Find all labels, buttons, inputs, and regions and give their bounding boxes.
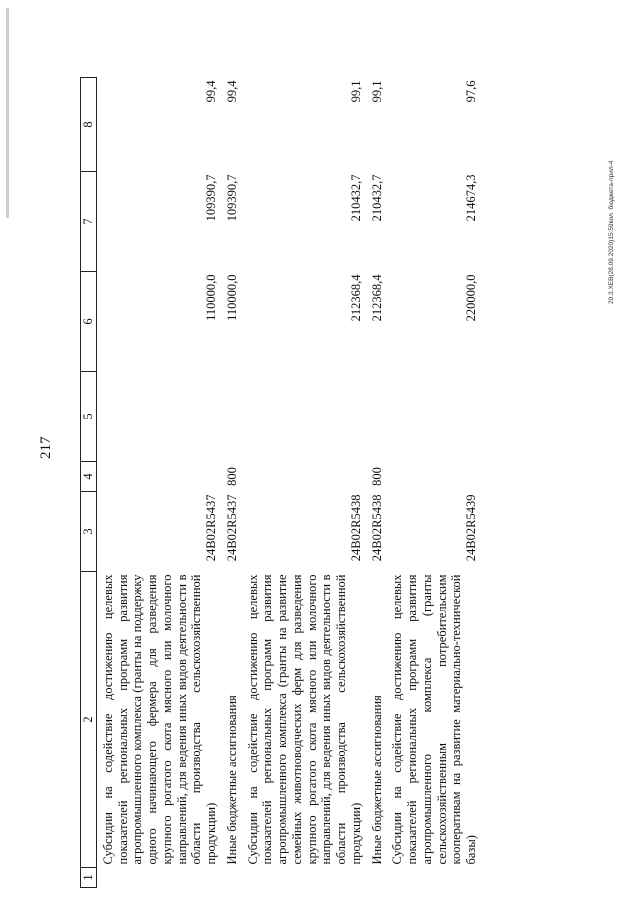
row-code: 24В02R5437	[204, 494, 218, 562]
row-col7: 210432,7	[369, 174, 384, 222]
row-name: Субсидии на содействие достижению целевых показателей региональных программ развития агропромышленного комплекса (гранты на поддержку одного начинающего фермера для разведения крупного рогатого скота мясного или молочного направлений, для ведения иных видов деятельности в области производства сельскохозяйственной продукции)	[100, 574, 218, 865]
column-header-7: 7	[81, 172, 97, 272]
row-code: 24В02R5438	[369, 494, 384, 562]
row-col8: 99,1	[369, 80, 384, 103]
budget-table	[80, 77, 479, 888]
row-num	[364, 868, 387, 888]
row-col5	[96, 372, 219, 462]
table-row	[386, 78, 479, 888]
row-num	[96, 868, 219, 888]
table-row	[364, 78, 387, 888]
row-vr	[96, 462, 219, 492]
row-name: Иные бюджетные ассигнования	[224, 695, 239, 865]
row-vr	[242, 462, 364, 492]
table-row	[96, 78, 219, 888]
row-col8: 99,4	[204, 80, 218, 103]
header-row	[81, 78, 97, 888]
row-num	[219, 868, 242, 888]
column-header-6: 6	[81, 272, 97, 372]
row-col8: 99,1	[348, 80, 363, 103]
row-col6: 212368,4	[348, 274, 363, 322]
row-col7: 214674,3	[464, 174, 478, 222]
row-col6: 220000,0	[464, 274, 478, 322]
table-row	[242, 78, 364, 888]
row-name: Субсидии на содействие достижению целевых показателей региональных программ развития агропромышленного комплекса (гранты на развитие семейных животноводческих ферм для разведения крупного рогатого скота мясного или молочного направлений, для ведения иных видов деятельности в области производства сельскохозяйственной продукции)	[245, 574, 363, 865]
column-header-3: 3	[81, 492, 97, 572]
row-code: 24В02R5438	[348, 494, 363, 562]
row-col7: 210432,7	[348, 174, 363, 222]
footer-stamp: 20.3.ХЕВ(28.09.2020)15:59кол. бюджета-прил-4	[608, 160, 615, 304]
row-vr: 800	[224, 467, 239, 486]
row-vr	[386, 462, 479, 492]
row-num	[242, 868, 364, 888]
row-col8: 97,6	[464, 80, 478, 103]
row-col5	[242, 372, 364, 462]
page-number: 217	[38, 436, 54, 459]
row-col7: 109390,7	[204, 174, 218, 222]
row-num	[386, 868, 479, 888]
table-row	[219, 78, 242, 888]
row-col5	[364, 372, 387, 462]
column-header-8: 8	[81, 78, 97, 172]
row-code: 24В02R5437	[224, 494, 239, 562]
column-header-5: 5	[81, 372, 97, 462]
column-header-1: 1	[81, 868, 97, 888]
row-col5	[386, 372, 479, 462]
row-col6: 212368,4	[369, 274, 384, 322]
row-col5	[219, 372, 242, 462]
row-code: 24В02R5439	[464, 494, 478, 562]
row-vr: 800	[369, 467, 384, 486]
row-col6: 110000,0	[204, 274, 218, 321]
row-col8: 99,4	[224, 80, 239, 103]
row-col6: 110000,0	[224, 274, 239, 321]
row-name: Иные бюджетные ассигнования	[369, 695, 384, 865]
row-name: Субсидии на содействие достижению целевых показателей региональных программ развития агропромышленного комплекса (гранты сельскохозяйственным потребительским кооперативам на развитие материально-технической базы)	[390, 574, 478, 865]
column-header-4: 4	[81, 462, 97, 492]
column-header-2: 2	[81, 572, 97, 868]
row-col7: 109390,7	[224, 174, 239, 222]
